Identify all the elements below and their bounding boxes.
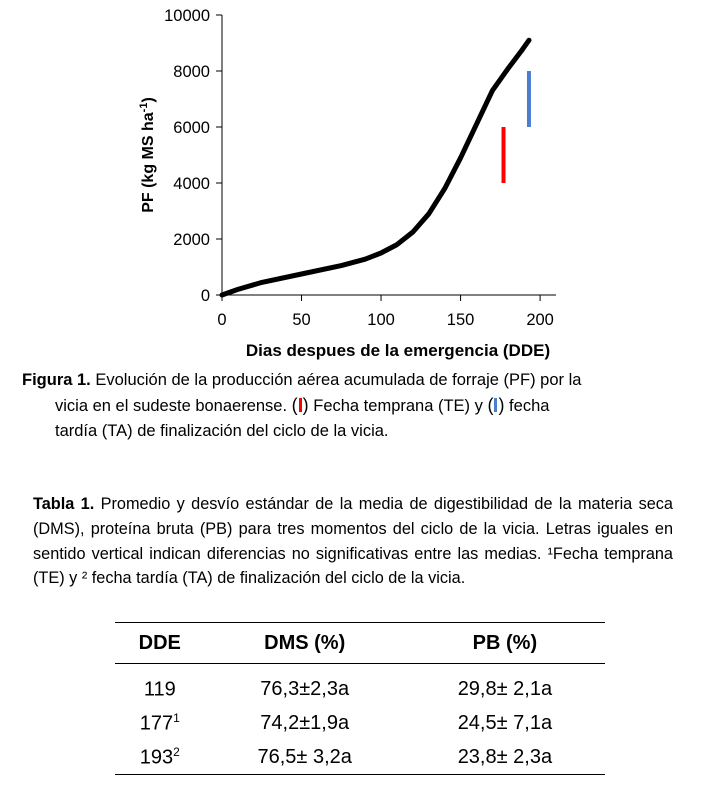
header-dms: DMS (%): [205, 623, 405, 664]
cell-dms: 76,5± 3,2a: [205, 740, 405, 775]
series-layer: [222, 40, 529, 295]
table-caption-label: Tabla 1.: [33, 495, 95, 513]
forage-production-chart: [0, 0, 701, 365]
red-marker-bar: [299, 398, 302, 412]
y-axis-label: [138, 97, 157, 213]
cell-dde: $177^1$: [139, 710, 180, 735]
figure-caption-label: Figura 1.: [22, 371, 91, 389]
y-tick-label: 6000: [173, 119, 210, 137]
cell-dde: $193^2$: [115, 740, 205, 775]
figure-caption: [22, 368, 674, 444]
header-dde: DDE: [115, 623, 205, 664]
figure-caption-line2c: fecha: [504, 397, 550, 415]
y-tick-label: 10000: [164, 7, 210, 25]
figure-caption-line3: tardía (TA) de finalización del ciclo de la vicia.: [55, 422, 389, 440]
blue-marker-open: (: [487, 395, 494, 415]
y-tick-label: 2000: [173, 231, 210, 249]
x-tick-label: 0: [217, 311, 227, 329]
y-axis-label-close: ): [140, 97, 157, 103]
y-tick-label: 0: [200, 287, 210, 305]
table-row: [115, 706, 605, 740]
y-tick-label: 8000: [173, 63, 210, 81]
x-tick-label: 150: [446, 311, 475, 329]
table-row: [115, 740, 605, 775]
series-line: [222, 40, 529, 295]
cell-pb: 23,8± 2,3a: [405, 740, 605, 775]
red-marker-close: ): [302, 395, 309, 415]
x-axis-ticks: [217, 295, 553, 329]
header-pb: PB (%): [405, 623, 605, 664]
blue-marker-close: ): [498, 395, 505, 415]
figure-caption-line2b: Fecha temprana (TE) y: [308, 397, 488, 415]
y-tick-label: 4000: [173, 175, 210, 193]
table-row: [115, 664, 605, 707]
figure-caption-line1: Evolución de la producción aérea acumulada de forraje (PF) por la: [90, 371, 582, 389]
x-axis-label: Dias despues de la emergencia (DDE): [245, 341, 551, 360]
x-tick-label: 50: [292, 311, 311, 329]
cell-dms: 74,2±1,9a: [260, 711, 350, 734]
figure-caption-line2a: vicia en el sudeste bonaerense.: [55, 397, 292, 415]
table-caption: [33, 492, 673, 591]
red-marker-legend: [292, 393, 309, 418]
digestibility-table: [115, 622, 605, 775]
cell-dde: 119: [143, 678, 176, 701]
y-axis-label-main: PF (kg MS ha: [140, 112, 157, 213]
x-tick-label: 100: [367, 311, 395, 329]
range-markers: [504, 71, 529, 183]
cell-dms: 76,3±2,3a: [260, 677, 350, 700]
y-axis-ticks: [164, 7, 222, 305]
red-marker-open: (: [291, 395, 298, 415]
cell-pb: 29,8± 2,1a: [457, 677, 553, 700]
table-header-row: [115, 623, 605, 664]
blue-marker-legend: [487, 393, 504, 418]
x-tick-label: 200: [526, 311, 554, 329]
y-axis-label-sup: -1: [138, 102, 150, 113]
table-caption-text: Promedio y desvío estándar de la media de digestibilidad de la materia seca (DMS), proteína bruta (PB) para tres momentos del ciclo de la vicia. Letras iguales en sentido vertical indican diferencias no significativas entre las medias. ¹Fecha temprana (TE) y ² fecha tardía (TA) de finalización del ciclo de la vicia.: [33, 495, 673, 588]
cell-pb: 24,5± 7,1a: [457, 711, 553, 734]
